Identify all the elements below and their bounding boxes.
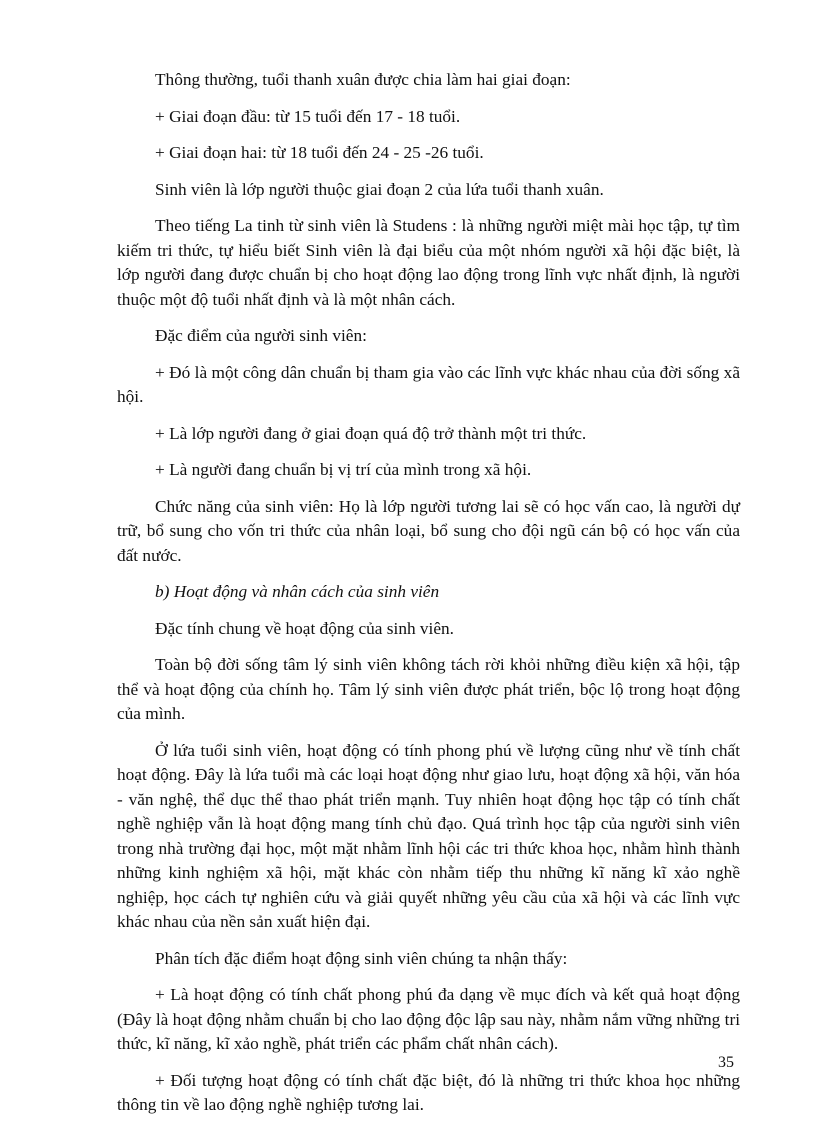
paragraph: Thông thường, tuổi thanh xuân được chia làm hai giai đoạn: [155, 70, 571, 89]
paragraph: + Đó là một công dân chuẩn bị tham gia vào các lĩnh vực khác nhau của đời sống xã hội. [117, 362, 740, 406]
paragraph: Chức năng của sinh viên: Họ là lớp người tương lai sẽ có học vấn cao, là người dự trữ, bổ sung cho vốn tri thức của nhân loại, bổ sung cho đội ngũ cán bộ có học vấn của đất nước. [117, 496, 740, 565]
page-body [117, 68, 740, 1130]
paragraph: + Là lớp người đang ở giai đoạn quá độ trở thành một tri thức. [155, 423, 587, 443]
section-heading: b) Hoạt động và nhân cách của sinh viên [155, 582, 440, 601]
paragraph: Theo tiếng La tinh từ sinh viên là Studens : là những người miệt mài học tập, tự tìm kiếm tri thức, tự hiểu biết Sinh viên là đại biểu của một nhóm người xã hội đặc biệt, là lớp người đang được chuẩn bị cho hoạt động lao động trong lĩnh vực nhất định, là người thuộc một độ tuổi nhất định và là một nhân cách. [117, 216, 740, 309]
paragraph: Phân tích đặc điểm hoạt động sinh viên chúng ta nhận thấy: [155, 948, 568, 968]
paragraph: + Giai đoạn đầu: từ 15 tuổi đến 17 - 18 tuổi. [155, 106, 461, 126]
paragraph: Đặc điểm của người sinh viên: [155, 326, 367, 345]
paragraph: Sinh viên là lớp người thuộc giai đoạn 2 của lứa tuổi thanh xuân. [155, 179, 604, 199]
paragraph: Toàn bộ đời sống tâm lý sinh viên không tách rời khỏi những điều kiện xã hội, tập thể và hoạt động của chính họ. Tâm lý sinh viên được phát triển, bộc lộ trong hoạt động của mình. [117, 655, 740, 723]
paragraph: Ở lứa tuổi sinh viên, hoạt động có tính phong phú về lượng cũng như về tính chất hoạt động. Đây là lứa tuổi mà các loại hoạt động như giao lưu, hoạt động xã hội, văn hóa - văn nghệ, thể dục thể thao phát triển mạnh. Tuy nhiên hoạt động học tập có tính chất nghề nghiệp vẫn là hoạt động mang tính chủ đạo. Quá trình học tập của người sinh viên trong nhà trường đại học, một mặt nhằm lĩnh hội các tri thức khoa học, nhằm hình thành những kinh nghiệm xã hội, mặt khác còn nhằm tiếp thu những kĩ năng kĩ xảo nghề nghiệp, học cách tự nghiên cứu và giải quyết những yêu cầu của xã hội và các lĩnh vực khác nhau của nền sản xuất hiện đại. [117, 740, 740, 931]
paragraph: + Là người đang chuẩn bị vị trí của mình trong xã hội. [155, 460, 532, 479]
paragraph: Đặc tính chung về hoạt động của sinh viên. [155, 618, 454, 638]
page-number: 35 [718, 1054, 734, 1071]
paragraph: + Là hoạt động có tính chất phong phú đa dạng về mục đích và kết quả hoạt động (Đây là hoạt động nhằm chuẩn bị cho lao động độc lập sau này, nhằm nắm vững những tri thức, kĩ năng, kĩ xảo nghề, phát triển các phẩm chất nhân cách). [117, 985, 740, 1053]
paragraph: + Đối tượng hoạt động có tính chất đặc biệt, đó là những tri thức khoa học những thông tin về lao động nghề nghiệp tương lai. [117, 1070, 740, 1114]
paragraph: + Giai đoạn hai: từ 18 tuổi đến 24 - 25 -26 tuổi. [155, 143, 484, 162]
